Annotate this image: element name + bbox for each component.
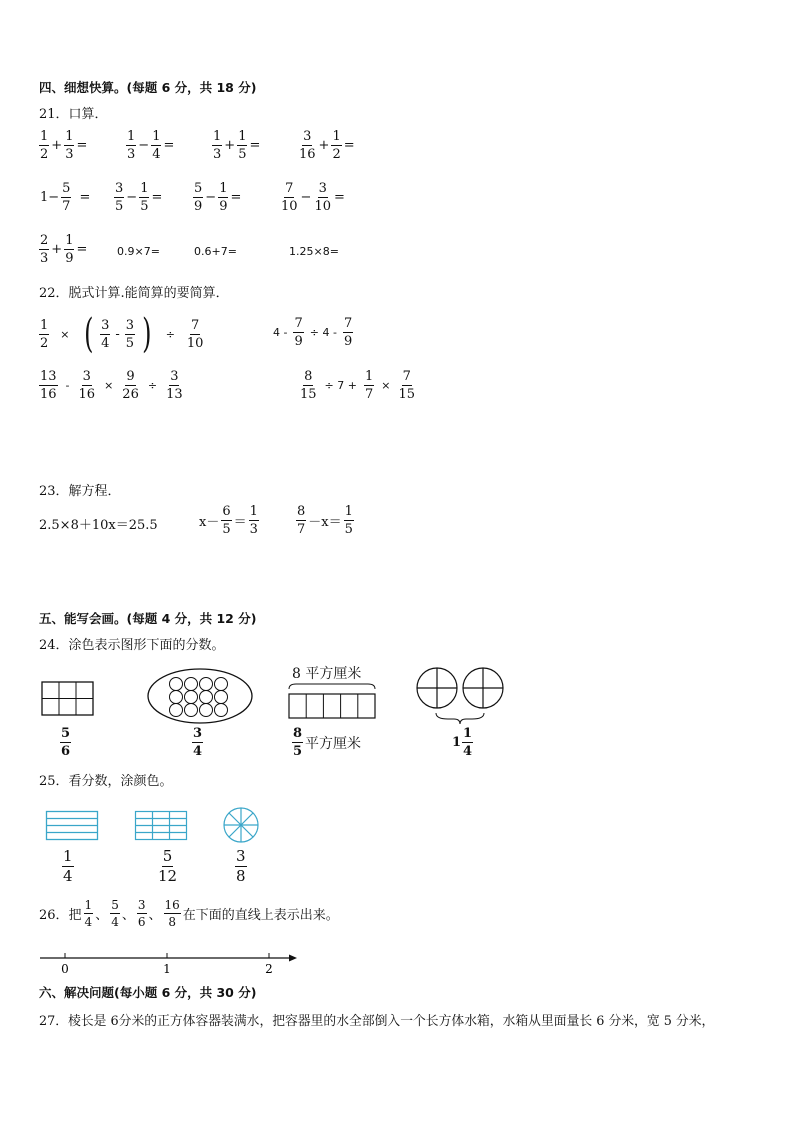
oral-expr-6: $\frac{3}{5}$ − $\frac{1}{5}$ = <box>115 181 163 214</box>
striped-rect-4[interactable] <box>45 810 100 842</box>
question-23-title: 23．解方程． <box>39 484 121 499</box>
oral-expr-9: $\frac{2}{3}$ + $\frac{1}{9}$ = <box>40 233 88 266</box>
oral-expr-11: 0.6+7= <box>194 245 237 258</box>
tick-1: 1 <box>163 962 171 976</box>
calc-expr-1: $\frac{1}{2}$ × ( $\frac{3}{4}$ - $\frac{3}{5}$ ) ÷ $\frac{7}{10}$ <box>40 311 204 357</box>
two-quartered-circles[interactable] <box>414 667 508 727</box>
equation-2: x－ $\frac{6}{5}$ ＝ $\frac{1}{3}$ <box>199 504 258 537</box>
oral-expr-4: $\frac{3}{16}$ + $\frac{1}{2}$ = <box>299 129 355 162</box>
oral-expr-3: $\frac{1}{3}$ + $\frac{1}{5}$ = <box>213 129 261 162</box>
question-25-title: 25．看分数，涂颜色。 <box>39 774 173 789</box>
equation-3: $\frac{8}{7}$ －x＝ $\frac{1}{5}$ <box>297 504 353 537</box>
ellipse-circles-12[interactable] <box>145 666 255 726</box>
question-26-title: 26．把 $\frac{1}{4}$ 、 $\frac{5}{4}$ 、 $\frac{3}{6}$ 、 $\frac{16}{8}$ 在下面的直线上表示出来。 <box>39 898 339 929</box>
fraction-8-5-area: $\frac{8}{5}$ 平方厘米 <box>293 726 362 759</box>
section-title-4: 四、细想快算。(每题 6 分，共 18 分) <box>39 80 257 95</box>
fraction-1-4-color: $\frac{1}{4}$ <box>63 847 73 885</box>
question-21-title: 21．口算． <box>39 107 108 122</box>
grid-rect-12[interactable] <box>134 810 189 842</box>
area-label: 8 平方厘米 <box>292 666 362 682</box>
calc-expr-4: $\frac{8}{15}$ ÷ 7 + $\frac{1}{7}$ × $\frac{7}{15}$ <box>300 369 416 402</box>
tick-2: 2 <box>265 962 273 976</box>
area-bar-5-parts[interactable] <box>286 681 378 721</box>
mixed-fraction-1-1-4: 1 $\frac{1}{4}$ <box>452 726 473 759</box>
question-24-title: 24．涂色表示图形下面的分数。 <box>39 638 225 653</box>
tick-0: 0 <box>61 962 69 976</box>
question-22-title: 22．脱式计算.能简算的要简算． <box>39 286 229 301</box>
fraction-3-8-color: $\frac{3}{8}$ <box>236 847 246 885</box>
oral-expr-12: 1.25×8= <box>289 245 339 258</box>
oral-expr-10: 0.9×7= <box>117 245 160 258</box>
section-title-5: 五、能写会画。(每题 4 分，共 12 分) <box>39 611 257 626</box>
number-line[interactable] <box>38 950 302 978</box>
oral-expr-1: $\frac{1}{2}$ + $\frac{1}{3}$ = <box>40 129 88 162</box>
circle-8-sectors[interactable] <box>222 806 260 844</box>
calc-expr-2: 4 - $\frac{7}{9}$ ÷ 4 - $\frac{7}{9}$ <box>273 316 353 349</box>
fraction-3-4: $\frac{3}{4}$ <box>193 726 203 759</box>
fraction-5-6: $\frac{5}{6}$ <box>61 726 71 759</box>
oral-expr-8: $\frac{7}{10}$ − $\frac{3}{10}$ = <box>281 181 345 214</box>
equation-1: 2.5×8＋10x＝25.5 <box>39 518 158 533</box>
oral-expr-2: $\frac{1}{3}$ − $\frac{1}{4}$ = <box>127 129 175 162</box>
question-27-text: 27．棱长是 6分米的正方体容器装满水，把容器里的水全部倒入一个长方体水箱，水箱从里面量长 6 分米，宽 5 分米， <box>39 1014 715 1029</box>
oral-expr-5: 1− $\frac{5}{7}$ = <box>40 181 91 214</box>
calc-expr-3: $\frac{13}{16}$ - $\frac{3}{16}$ × $\frac{9}{26}$ ÷ $\frac{3}{13}$ <box>40 369 183 402</box>
oral-expr-7: $\frac{5}{9}$ − $\frac{1}{9}$ = <box>194 181 242 214</box>
grid-rectangle-6[interactable] <box>40 680 96 718</box>
fraction-5-12-color: $\frac{5}{12}$ <box>158 847 178 885</box>
section-title-6: 六、解决问题(每小题 6 分，共 30 分) <box>39 985 257 1000</box>
